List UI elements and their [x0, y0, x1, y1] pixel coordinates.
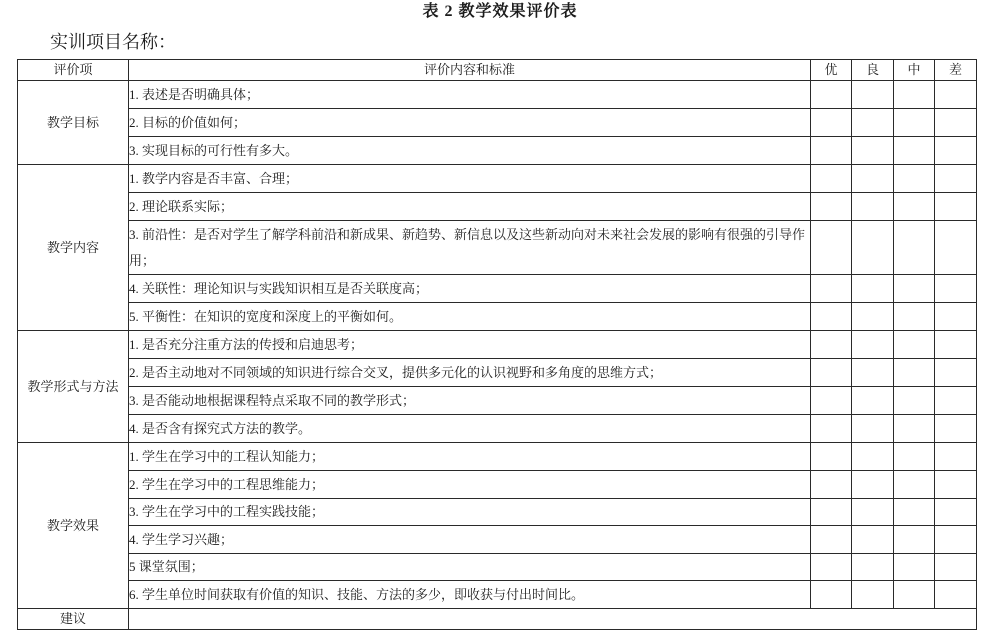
table-row	[18, 443, 977, 471]
table-row	[18, 499, 977, 526]
rating-cell	[935, 331, 977, 359]
table-row	[18, 526, 977, 554]
criterion-text: 1. 教学内容是否丰富、合理；	[129, 165, 811, 193]
suggestion-cell	[129, 609, 977, 630]
rating-cell	[811, 275, 852, 303]
group-label: 教学目标	[18, 81, 129, 165]
rating-cell	[935, 221, 977, 275]
criterion-text: 4. 是否含有探究式方法的教学。	[129, 415, 811, 443]
rating-cell	[894, 165, 935, 193]
rating-cell	[811, 331, 852, 359]
table-row	[18, 303, 977, 331]
rating-cell	[811, 109, 852, 137]
criterion-text: 2. 目标的价值如何；	[129, 109, 811, 137]
table-row	[18, 193, 977, 221]
rating-cell	[852, 165, 894, 193]
criterion-text: 3. 是否能动地根据课程特点采取不同的教学形式；	[129, 387, 811, 415]
rating-cell	[811, 554, 852, 581]
table-row	[18, 137, 977, 165]
rating-cell	[894, 443, 935, 471]
rating-cell	[852, 275, 894, 303]
rating-cell	[852, 221, 894, 275]
rating-cell	[852, 303, 894, 331]
rating-cell	[894, 137, 935, 165]
rating-cell	[935, 137, 977, 165]
criterion-text: 4. 关联性：理论知识与实践知识相互是否关联度高；	[129, 275, 811, 303]
rating-cell	[894, 81, 935, 109]
rating-cell	[935, 81, 977, 109]
table-row	[18, 387, 977, 415]
rating-cell	[852, 471, 894, 499]
rating-cell	[811, 359, 852, 387]
table-row	[18, 415, 977, 443]
table-row	[18, 471, 977, 499]
header-grade-excellent: 优	[811, 60, 852, 81]
table-row	[18, 165, 977, 193]
rating-cell	[811, 387, 852, 415]
table-row	[18, 359, 977, 387]
rating-cell	[811, 526, 852, 554]
rating-cell	[852, 109, 894, 137]
criterion-text: 1. 表述是否明确具体；	[129, 81, 811, 109]
criterion-text: 1. 学生在学习中的工程认知能力；	[129, 443, 811, 471]
rating-cell	[935, 275, 977, 303]
header-grade-good: 良	[852, 60, 894, 81]
criterion-text: 2. 学生在学习中的工程思维能力；	[129, 471, 811, 499]
rating-cell	[811, 193, 852, 221]
rating-cell	[894, 331, 935, 359]
rating-cell	[935, 443, 977, 471]
criterion-text: 5 课堂氛围；	[129, 554, 811, 581]
header-evaluation-item: 评价项	[18, 60, 129, 81]
table-row	[18, 109, 977, 137]
criterion-text: 3. 实现目标的可行性有多大。	[129, 137, 811, 165]
rating-cell	[852, 359, 894, 387]
rating-cell	[935, 526, 977, 554]
rating-cell	[852, 193, 894, 221]
rating-cell	[894, 415, 935, 443]
rating-cell	[894, 275, 935, 303]
rating-cell	[894, 221, 935, 275]
rating-cell	[811, 415, 852, 443]
rating-cell	[894, 499, 935, 526]
suggestion-label: 建议	[18, 609, 129, 630]
rating-cell	[935, 387, 977, 415]
criterion-text: 5. 平衡性：在知识的宽度和深度上的平衡如何。	[129, 303, 811, 331]
rating-cell	[894, 193, 935, 221]
rating-cell	[852, 554, 894, 581]
rating-cell	[935, 359, 977, 387]
rating-cell	[935, 554, 977, 581]
criterion-text: 4. 学生学习兴趣；	[129, 526, 811, 554]
table-row	[18, 581, 977, 609]
header-row	[18, 60, 977, 81]
rating-cell	[894, 387, 935, 415]
rating-cell	[894, 526, 935, 554]
rating-cell	[811, 221, 852, 275]
table-caption: 表 2 教学效果评价表	[422, 3, 578, 20]
rating-cell	[935, 165, 977, 193]
rating-cell	[935, 415, 977, 443]
rating-cell	[852, 415, 894, 443]
rating-cell	[935, 581, 977, 609]
rating-cell	[852, 81, 894, 109]
table-row	[18, 331, 977, 359]
rating-cell	[811, 443, 852, 471]
rating-cell	[811, 137, 852, 165]
table-row	[18, 81, 977, 109]
rating-cell	[935, 499, 977, 526]
header-grade-fair: 中	[894, 60, 935, 81]
rating-cell	[852, 581, 894, 609]
rating-cell	[811, 81, 852, 109]
rating-cell	[852, 526, 894, 554]
group-label: 教学形式与方法	[18, 331, 129, 443]
rating-cell	[852, 331, 894, 359]
rating-cell	[894, 109, 935, 137]
criterion-text: 3. 前沿性：是否对学生了解学科前沿和新成果、新趋势、新信息以及这些新动向对未来社会发展的影响有很强的引导作用；	[129, 221, 811, 275]
rating-cell	[811, 471, 852, 499]
rating-cell	[811, 581, 852, 609]
header-content-standard: 评价内容和标准	[129, 60, 811, 81]
rating-cell	[852, 137, 894, 165]
rating-cell	[935, 193, 977, 221]
criterion-text: 3. 学生在学习中的工程实践技能；	[129, 499, 811, 526]
criterion-text: 2. 理论联系实际；	[129, 193, 811, 221]
project-name-label: 实训项目名称：	[50, 32, 176, 52]
header-grade-poor: 差	[935, 60, 977, 81]
rating-cell	[852, 387, 894, 415]
rating-cell	[935, 303, 977, 331]
rating-cell	[894, 581, 935, 609]
table-row	[18, 275, 977, 303]
rating-cell	[894, 554, 935, 581]
evaluation-table	[17, 59, 977, 630]
rating-cell	[894, 303, 935, 331]
rating-cell	[852, 499, 894, 526]
rating-cell	[811, 499, 852, 526]
group-label: 教学效果	[18, 443, 129, 609]
criterion-text: 2. 是否主动地对不同领域的知识进行综合交叉，提供多元化的认识视野和多角度的思维方式；	[129, 359, 811, 387]
rating-cell	[852, 443, 894, 471]
suggestion-row	[18, 609, 977, 630]
table-row	[18, 554, 977, 581]
rating-cell	[811, 165, 852, 193]
rating-cell	[894, 359, 935, 387]
criterion-text: 6. 学生单位时间获取有价值的知识、技能、方法的多少，即收获与付出时间比。	[129, 581, 811, 609]
rating-cell	[894, 471, 935, 499]
rating-cell	[935, 471, 977, 499]
table-row	[18, 221, 977, 275]
rating-cell	[811, 303, 852, 331]
criterion-text: 1. 是否充分注重方法的传授和启迪思考；	[129, 331, 811, 359]
group-label: 教学内容	[18, 165, 129, 331]
rating-cell	[935, 109, 977, 137]
